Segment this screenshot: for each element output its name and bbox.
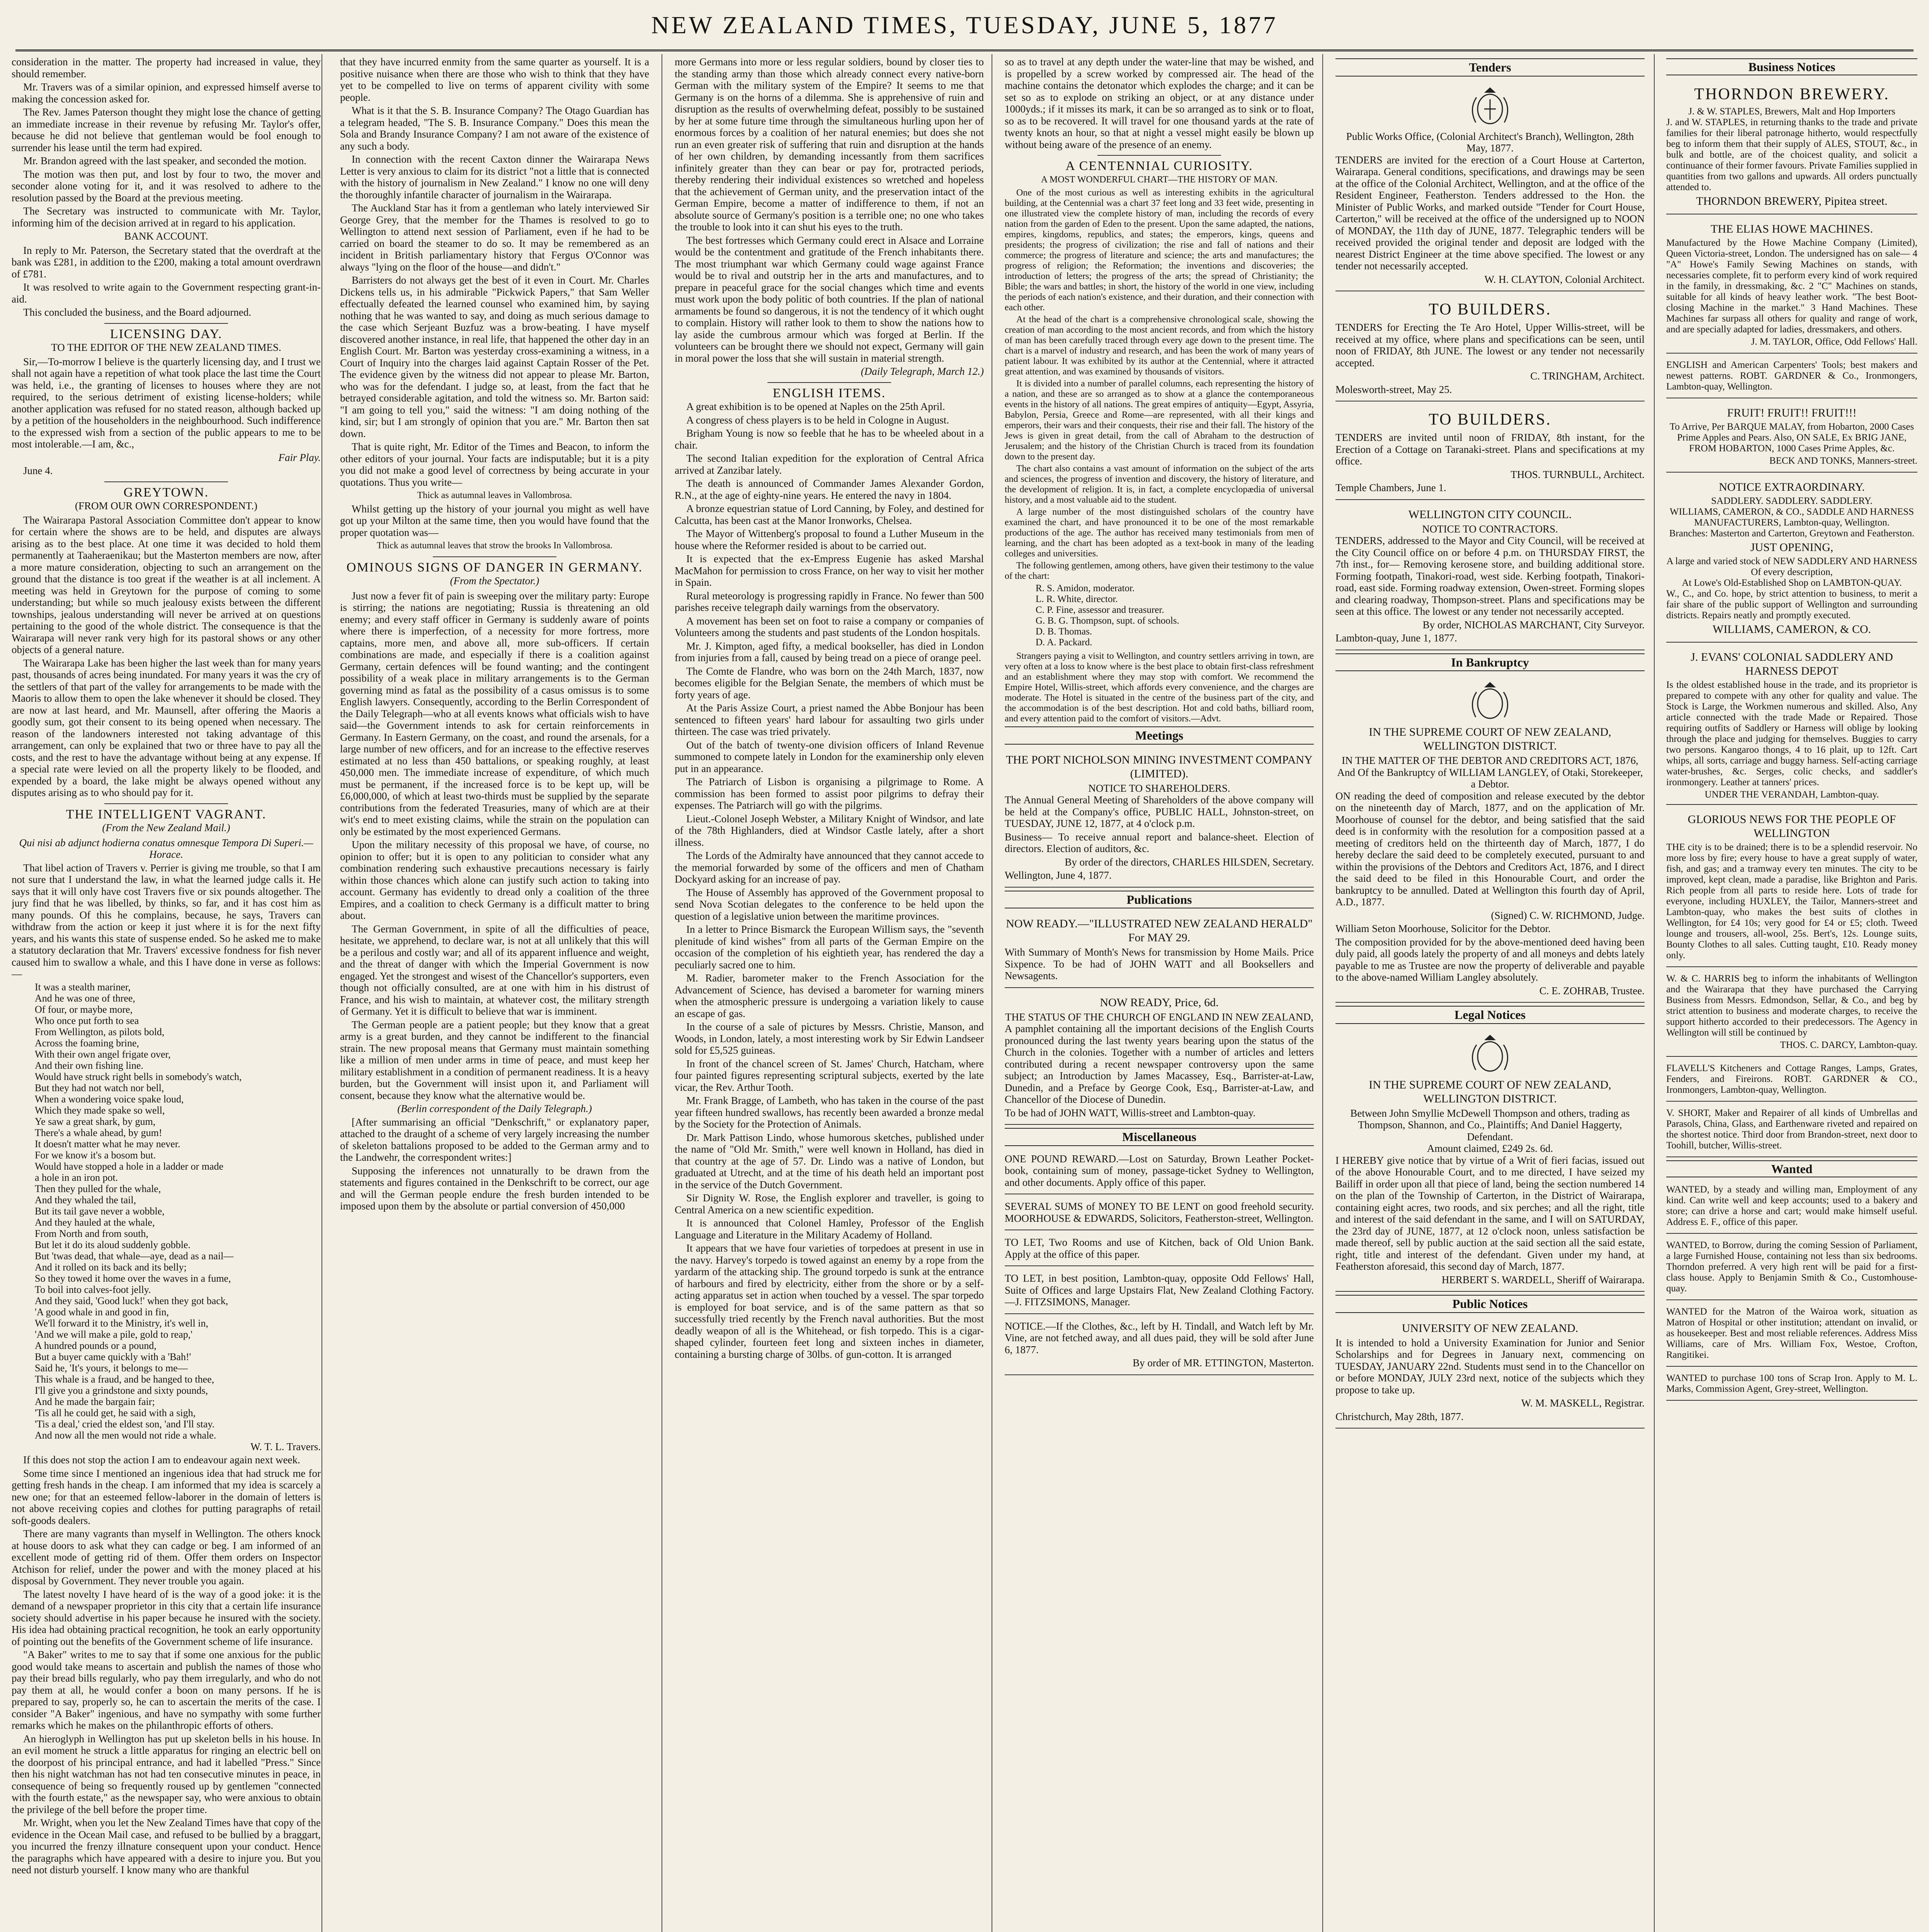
news-item: Sir Dignity W. Rose, the English explorer and traveller, is going to Central America on a new scientific expedition. xyxy=(675,1192,984,1216)
verse-line: But a buyer came quickly with a 'Bah!' xyxy=(35,1351,191,1362)
ad-body: Is the oldest established house in the trade, and its proprietor is prepared to compete with any other for quality and value. The Stock is Large, the Workmen numerous and skilled. Also, Any article connected with the trade Made or Repaired. Those requiring outfits of Saddlery or Harness will oblige by looking through the place and judging for themselves. Buggies to carry two persons. Kangaroo thongs, 4 to 16 plait, up to 12ft. Cart whips, all sorts, carriage and buggy harness. Self-acting carriage water-brushes, &c. Serges, colic checks, and saddler's ironmongery. Leather at tanners' prices. xyxy=(1666,680,1917,787)
article-paragraph: The best fortresses which Germany could erect in Alsace and Lorraine would be the contentment and gratitude of the French inhabitants there. The most triumphant war which Germany could wage against France would be to rival and outstrip her in the arts and manufactures, and to prepare in peaceful grace for the social changes which time and events must work upon the body politic of both countries. If the plan of national armaments be found so dangerous, it is not the tendency of it which ought to complain. History will rather look to them to show the nations how to lay aside the cumbrous armour which was forged at Berlin. If the volunteers can be brought there we should not expect, Germany will gain in moral power the loss that she will sustain in material strength. xyxy=(675,234,984,364)
news-item: Mr. J. Kimpton, aged fifty, a medical bookseller, has died in London from injuries from a fall, caused by being tread on a piece of orange peel. xyxy=(675,640,984,663)
notice-address: Molesworth-street, May 25. xyxy=(1335,383,1452,395)
notice-signature: By order, NICHOLAS MARCHANT, City Surveyor. xyxy=(1422,619,1645,631)
article-paragraph: "A Baker" writes to me to say that if some one anxious for the public good would take means to ascertain and publish the names of those who pay their bread bills regularly, who pay them irregularly, and who do not pay them at all, he would confer a boon on many persons. If he is prepared to say, properly so, he can to ascertain the merits of the case. I consider "A Baker" ingenious, and have no sympathy with some further remarks which he makes on the philanthropic efforts of others. xyxy=(12,1649,321,1731)
classified-ad xyxy=(1005,1233,1314,1266)
notice-body: It is intended to hold a University Examination for Junior and Senior Scholarships and for Degrees in January next, commencing on TUESDAY, JANUARY 22nd. Students must send in to the Chancellor on or before MONDAY, JULY 23rd next, notice of the subjects which they propose to take up. xyxy=(1335,1337,1645,1396)
verse-line: To boil into calves-foot jelly. xyxy=(35,1284,151,1295)
news-item: At the Paris Assize Court, a priest named the Abbe Bonjour has been sentenced to fifteen years' hard labour for assaulting two girls under thirteen. The case was tried privately. xyxy=(675,702,984,737)
signatory-name: C. P. Fine, assessor and treasurer. xyxy=(1036,605,1164,615)
tender-notice xyxy=(1335,80,1645,292)
notice-signature: (Signed) C. W. RICHMOND, Judge. xyxy=(1491,909,1645,921)
news-item: The Lords of the Admiralty have announced that they cannot accede to the memorial forwarded by some of the officers and men of Chatham Dockyard asking for an increase of pay. xyxy=(675,850,984,885)
signatory-name: R. S. Amidon, moderator. xyxy=(1036,583,1135,594)
ad-title: NOTICE EXTRAORDINARY. xyxy=(1719,481,1865,493)
verse-line: And now all the men would not ride a whale. xyxy=(35,1429,216,1441)
verse-line: 'A good whale in and good in fin, xyxy=(35,1306,169,1318)
notice-signature: By order of the directors, CHARLES HILSDEN, Secretary. xyxy=(1065,856,1314,868)
verse-line: This whale is a fraud, and be hanged to thee, xyxy=(35,1373,214,1385)
verse-line: And it rolled on its back and its belly; xyxy=(35,1261,187,1273)
section-header-bankruptcy: In Bankruptcy xyxy=(1335,653,1645,672)
notice-title: IN THE SUPREME COURT OF NEW ZEALAND, WELLINGTON DISTRICT. xyxy=(1369,1078,1611,1105)
section-header-tenders: Tenders xyxy=(1335,58,1645,77)
notice-body: TENDERS for Erecting the Te Aro Hotel, Upper Willis-street, will be received at my office, where plans and specifications can be seen, until noon of FRIDAY, 8th JUNE. The lowest or any tender not necessarily accepted. xyxy=(1335,321,1645,369)
separator xyxy=(767,382,891,383)
article-subheading: (FROM OUR OWN CORRESPONDENT.) xyxy=(75,500,258,512)
masthead-rule xyxy=(15,49,1914,51)
classified-ad xyxy=(1005,1269,1314,1314)
separator xyxy=(104,481,228,482)
notice-signature: W. M. MASKELL, Registrar. xyxy=(1521,1397,1645,1409)
notice-body: ON reading the deed of composition and release executed by the debtor on the nineteenth day of March, 1877, and on the application of Mr. Moorhouse of counsel for the debtor, and being satisfied that the said deed is in conformity with the resolution for a composition passed at a meeting of creditors held on the thirteenth day of March, 1877, I do hereby declare the said deed to be completely executed, pursuant to and within the provisions of the Debtors and Creditors Act, 1876, and I direct the said deed to be filed in this Honourable Court, and order the bankruptcy to be annulled. Dated at Wellington this fourth day of April, A.D., 1877. xyxy=(1335,790,1645,908)
article-paragraph: The German Government, in spite of all the difficulties of peace, hesitate, we apprehend, to declare war, is not at all unlikely that this will be a perilous and costly war; and all of its apparent influence and weight, and the threat of danger with which the Imperial Government is now engaged. Yet the strongest and wisest of the Chancellor's supporters, even though not officially consulted, are at one with him in his distrust of France, and his wish to maintain, at whatever cost, the military strength of Germany. Yet it is difficult to believe that war is imminent. xyxy=(340,923,649,1017)
ad-subtitle: SADDLERY. SADDLERY. SADDLERY. xyxy=(1711,496,1873,506)
wanted-ad xyxy=(1666,1370,1917,1401)
advertorial: Strangers paying a visit to Wellington, and country settlers arriving in town, are very often at a loss to know where is the best place to obtain first-class refreshment and an establishment where they may stop with comfort. We recommend the Empire Hotel, Willis-street, which affords every convenience, and the charges are moderate. The Hotel is situated in the centre of the business part of the city, and the accommodation is of the best description. Hot and cold baths, billiard room, and every attention paid to the comfort of visitors.—Advt. xyxy=(1005,651,1314,724)
verse-line: And they said, 'Good luck!' when they got back, xyxy=(35,1295,228,1306)
ad-signature: THOS. C. DARCY, Lambton-quay. xyxy=(1780,1040,1917,1050)
separator xyxy=(104,323,228,324)
notice-title: IN THE SUPREME COURT OF NEW ZEALAND, WELLINGTON DISTRICT. xyxy=(1369,726,1611,752)
news-item: Mr. Frank Bragge, of Lambeth, who has taken in the course of the past year fifteen hundred swallows, has recently been awarded a bronze medal by the Society for the Protection of Animals. xyxy=(675,1095,984,1130)
signature: Fair Play. xyxy=(278,451,321,463)
verse-line: 'Tis a deal,' cried the eldest son, 'and I'll stay. xyxy=(35,1418,215,1430)
article-paragraph: Some time since I mentioned an ingenious idea that had struck me for getting fresh hands in the cheap. I am informed that my idea is scarcely a new one; for that an esteemed fellow-laborer in the domain of letters is not above receiving copies and clothes for putting paragraphs of retail soft-goods dealers. xyxy=(12,1467,321,1526)
news-item: In front of the chancel screen of St. James' Church, Hatcham, where four painted figures representing scriptural subjects, exerted by the late vicar, the Rev. Arthur Tooth. xyxy=(675,1058,984,1093)
subheading: BANK ACCOUNT. xyxy=(124,230,208,242)
article-heading: THE INTELLIGENT VAGRANT. xyxy=(66,807,267,821)
ad-subtitle: J. & W. STAPLES, Brewers, Malt and Hop Importers xyxy=(1688,106,1895,117)
news-item: Brigham Young is now so feeble that he has to be wheeled about in a chair. xyxy=(675,427,984,451)
ad-signature: BECK AND TONKS, Manners-street. xyxy=(1769,456,1917,466)
notice-title: TO BUILDERS. xyxy=(1429,301,1551,318)
verse-line: Would have stopped a hole in a ladder or made xyxy=(35,1160,224,1172)
verse-line: 'And we will make a pile, gold to reap,' xyxy=(35,1328,192,1340)
column-1 xyxy=(12,56,321,1932)
wanted-ad xyxy=(1666,1181,1917,1234)
notice-subtitle: NOTICE TO CONTRACTORS. xyxy=(1422,523,1558,535)
royal-crest-icon xyxy=(1461,1033,1519,1076)
notice-subtitle: NOTICE TO SHAREHOLDERS. xyxy=(1088,782,1230,794)
verse-line: Of four, or maybe more, xyxy=(35,1003,133,1015)
news-item: It appears that we have four varieties of torpedoes at present in use in the navy. Harvey's torpedo is towed against an enemy by a rope from the yardarm of the attacking ship. The ground torpedo is sunk at the entrance of harbours and fired by electricity, either from the shore or by a self-acting apparatus set in action when touched by a vessel. The spar torpedo is employed for boat service, and is of the same pattern as that so successfully tried recently by the French naval authorities. But the most deadly weapon of all is the Whitehead, or fish torpedo. This is a cigar-shaped cylinder, fourteen feet long and sixteen inches in diameter, containing a bursting charge of 30lbs. of gun-cotton. It is arranged xyxy=(675,1242,984,1360)
article-paragraph: Mr. Brandon agreed with the last speaker, and seconded the motion. xyxy=(23,155,306,167)
poem xyxy=(12,981,321,1441)
ad-body: WANTED, to Borrow, during the coming Session of Parliament, a large Furnished House, containing not less than six bedrooms. Thorndon preferred. A very high rent will be paid for a first-class house. Apply to Benjamin Smith & Co., Customhouse-quay. xyxy=(1666,1240,1917,1294)
column-2 xyxy=(340,56,649,1932)
ad-body: NOTICE.—If the Clothes, &c., left by H. Tindall, and Watch left by Mr. Vine, are not fetched away, and all dues paid, they will be sold after June 6, 1877. xyxy=(1005,1320,1314,1355)
article-paragraph: The Auckland Star has it from a gentleman who lately interviewed Sir George Grey, that the member for the Thames is resolved to go to Wellington to attend next session of Parliament, even if he had to be carried on board the steamer to do so. It may be remembered as an incident in British parliamentary history that Fergus O'Connor was always "lying on the floor of the house—and didn't." xyxy=(340,202,649,273)
notice-office: Public Works Office, (Colonial Architect's Branch), Wellington, 28th May, 1877. xyxy=(1346,130,1634,154)
ad-stock: A large and varied stock of NEW SADDLERY AND HARNESS Of every description, xyxy=(1666,556,1917,577)
article-paragraph: There are many vagrants than myself in Wellington. The others knock at house doors to ask what they can cadge or beg. I am informed of an excellent mode of getting rid of them. Offer them orders on Inspector Atchison for relief, under the power and with the money placed at his disposal by Government. They never trouble you again. xyxy=(12,1528,321,1587)
ad-body: SEVERAL SUMS of MONEY TO BE LENT on good freehold security. MOORHOUSE & EDWARDS, Solicitors, Featherston-street, Wellington. xyxy=(1005,1201,1314,1224)
article-paragraph: The Wairarapa Lake has been higher the last week than for many years past, thousands of acres being inundated. For many years it was the cry of the settlers of that part of the valley for arrangements to be made with the Maoris to allow them to open the lake whenever it should be closed. They are now at last heard, and Mr. Maunsell, after offering the Maoris a goodly sum, got their consent to its being opened when necessary. The reason of the landowners interested not taking advantage of this arrangement, can only be explained that two or three have to pay all the costs, and the rest to have the advantage without being at any expense. If a special rate were levied on all the property likely to be flooded, and expended by a board, the lake might be always opened without any disputes arising as to who should pay for it. xyxy=(12,657,321,798)
article-paragraph: One of the most curious as well as interesting exhibits in the agricultural building, at the Centennial was a chart 37 feet long and 33 feet wide, presenting in one illustrated view the complete history of man, including the records of every nation from the garden of Eden to the present. Upon the same adapted, the nations, empires, kingdoms, republics, and states; the emperors, kings, queens and presidents; the progress of civilization; the rise and fall of nations and their commerce; the progress of literature and science; the arts and manufactures; the progress of religion; the Reformation; the inventions and discoveries; the introduction of letters; the progress of the arts; the spread of Christianity; the Bible; the wars and battles; in short, the history of the world in one view, including the periods of each nation's existence, and their duration, and their connection with each other. xyxy=(1005,188,1314,313)
notice-title: WELLINGTON CITY COUNCIL. xyxy=(1408,508,1572,521)
notice-date: Christchurch, May 28th, 1877. xyxy=(1335,1410,1464,1422)
business-ad xyxy=(1666,970,1917,1057)
section-header-publications: Publications xyxy=(1005,891,1314,909)
notice-subtitle: Between John Smyllie McDewell Thompson and others, trading as Thompson, Shannon, and Co., Plaintiffs; And Daniel Haggerty, Defendant. xyxy=(1350,1107,1630,1143)
article-paragraph: The Rev. James Paterson thought they might lose the chance of getting an immediate increase in their revenue by refusing Mr. Taylor's offer, because he did not believe that gentleman would be fool enough to surrender his lease until the term had expired. xyxy=(12,106,321,153)
ad-signature: UNDER THE VERANDAH, Lambton-quay. xyxy=(1704,789,1879,800)
article-paragraph: If this does not stop the action I am to endeavour again next week. xyxy=(23,1454,300,1466)
verse-line: I'll give you a grindstone and sixty pounds, xyxy=(35,1384,208,1396)
notice-signature: THOS. TURNBULL, Architect. xyxy=(1511,468,1645,480)
section-header-wanted: Wanted xyxy=(1666,1160,1917,1177)
ad-body: TO LET, Two Rooms and use of Kitchen, back of Old Union Bank. Apply at the office of this paper. xyxy=(1005,1236,1314,1260)
article-paragraph: Mr. Travers was of a similar opinion, and expressed himself averse to making the concession asked for. xyxy=(12,81,321,105)
news-item: Lieut.-Colonel Joseph Webster, a Military Knight of Windsor, and late of the 78th Highlanders, died at Windsor Castle lately, after a short illness. xyxy=(675,813,984,848)
verse-line: It was a stealth mariner, xyxy=(35,981,131,993)
classified-ad xyxy=(1005,1150,1314,1195)
signatory-name: G. B. G. Thompson, supt. of schools. xyxy=(1036,616,1179,626)
classified-ad xyxy=(1005,1317,1314,1375)
publication-notice xyxy=(1005,912,1314,988)
signatory-name: D. A. Packard. xyxy=(1036,637,1092,648)
article-paragraph: The chart also contains a vast amount of information on the subject of the arts and sciences, the progress of invention and discovery, the history of literature, and the development of religion. It is, in fact, a complete encyclopædia of universal history, and a most valuable aid to the student. xyxy=(1005,464,1314,505)
royal-crest-icon xyxy=(1461,680,1519,723)
business-ad xyxy=(1666,218,1917,354)
business-ad xyxy=(1666,808,1917,967)
public-notice xyxy=(1335,1317,1645,1429)
verse-line: For we know it's a bosom but. xyxy=(35,1149,156,1161)
dateline: June 4. xyxy=(23,465,53,476)
article-paragraph: The Secretary was instructed to communicate with Mr. Taylor, informing him of the decision arrived at in regard to his application. xyxy=(12,205,321,229)
notice-body: Business— To receive annual report and balance-sheet. Election of directors. Election of auditors, &c. xyxy=(1005,831,1314,854)
news-item: The Patriarch of Lisbon is organising a pilgrimage to Rome. A commission has been formed to assist poor pilgrims to defray their expenses. The Patriarch will go with the pilgrims. xyxy=(675,776,984,811)
business-ad xyxy=(1666,1105,1917,1157)
notice-body: A pamphlet containing all the important decisions of the English Courts pronounced during the last twenty years bearing upon the status of the Church in the colonies. Together with a number of articles and letters contributed during a recent newspaper controversy upon the same subject; an Introduction by James Macassey, Esq., Barrister-at-Law, Dunedin, and a Preface by George Cook, Esq., Barrister-at-Law, and Chancellor of the Diocese of Dunedin. xyxy=(1005,1023,1314,1105)
column-rule xyxy=(1322,54,1323,1932)
business-ad xyxy=(1666,476,1917,643)
source-note: (Daily Telegraph, March 12.) xyxy=(861,366,984,377)
article-paragraph: The Wairarapa Pastoral Association Committee don't appear to know for certain where the shows are to be held, and disputes are always arising as to the best place. At one time it was decided to hold them permanently at Taaheraenikau; but the Masterton members are now, after a more mature consideration, objecting to such an arrangement on the ground that the distance is too great if the weather is at all inclement. A meeting was held in Greytown for the purpose of coming to some understanding; but while so much jealousy exists between the different townships, jealous understanding will never be arrived at on questions pertaining to the good of the whole district. The consequence is that the Wairarapa will never rank very high for its pastoral shows or any other objects of a general nature. xyxy=(12,514,321,655)
article-heading: ENGLISH ITEMS. xyxy=(772,386,886,400)
column-3 xyxy=(675,56,984,1932)
news-item: It is expected that the ex-Empress Eugenie has asked Marshal MacMahon for permission to cross France, on her way to visit her mother in Spain. xyxy=(675,553,984,588)
verse-line: From North and from south, xyxy=(35,1228,148,1239)
news-item: The death is announced of Commander James Alexander Gordon, R.N., at the age of eighty-nine years. He entered the navy in 1804. xyxy=(675,478,984,501)
section-header-meetings: Meetings xyxy=(1005,726,1314,745)
column-7 xyxy=(1666,56,1917,1932)
article-paragraph: so as to travel at any depth under the water-line that may be wished, and is propelled by a screw worked by compressed air. The head of the machine contains the detonator which explodes the charge; and it can be set so as to explode on striking an object, or at any distance under 1000yds.; if it misses its mark, it can be so arranged as to sink or to float, so as to be recovered. It will travel for one thousand yards at the rate of twenty knots an hour, so that at night a vessel might easily be blown up without being aware of the presence of an enemy. xyxy=(1005,56,1314,150)
news-item: In a letter to Prince Bismarck the European Willism says, the "seventh plenitude of kind wishes" from all parts of the German Empire on the occasion of the completion of his eightieth year, has rendered the day a peculiarly sacred one to him. xyxy=(675,923,984,971)
business-ad xyxy=(1666,646,1917,805)
verse-line: But let it do its aloud suddenly gobble. xyxy=(35,1239,191,1250)
ad-body: WANTED to purchase 100 tons of Scrap Iron. Apply to M. L. Marks, Commission Agent, Grey-street, Wellington. xyxy=(1666,1373,1917,1394)
notice-title: THE PORT NICHOLSON MINING INVESTMENT COMPANY (LIMITED). xyxy=(1006,753,1313,780)
column-rule xyxy=(1654,54,1655,1932)
notice-body: To be had of JOHN WATT, Willis-street and Lambton-quay. xyxy=(1005,1107,1256,1119)
verse-line: And they hauled at the whale, xyxy=(35,1216,155,1228)
article-heading: GREYTOWN. xyxy=(123,485,209,500)
news-item: M. Radier, barometer maker to the French Association for the Advancement of Science, has devised a barometer for warning miners when the atmospheric pressure is undergoing a variation likely to cause an escape of gas. xyxy=(675,972,984,1019)
article-paragraph: The motion was then put, and lost by four to two, the mover and seconder alone voting for it, and it was resolved to adhere to the resolution passed by the Board at the previous meeting. xyxy=(12,168,321,204)
signatory-list xyxy=(1005,583,1314,648)
verse-line: We'll forward it to the Ministry, it's well in, xyxy=(35,1317,208,1329)
verse-line: A hundred pounds or a pound, xyxy=(35,1340,156,1351)
notice-body: The Annual General Meeting of Shareholders of the above company will be held at the Company's office, PUBLIC HALL, Johnston-street, on TUESDAY, JUNE 12, 1877, at 4 o'clock p.m. xyxy=(1005,794,1314,829)
legal-notice xyxy=(1335,1028,1645,1292)
bankruptcy-notice xyxy=(1335,675,1645,1003)
verse-line: It doesn't matter what he may never. xyxy=(35,1138,180,1150)
notice-title: NOW READY.—"ILLUSTRATED NEW ZEALAND HERALD" For MAY 29. xyxy=(1006,917,1313,944)
section-header-business: Business Notices xyxy=(1666,58,1917,75)
wanted-ad xyxy=(1666,1237,1917,1300)
tender-notice xyxy=(1335,503,1645,650)
verse-line: But they had not watch nor bell, xyxy=(35,1082,164,1094)
ad-body: THE city is to be drained; there is to be a splendid reservoir. No more loss by fire; every house to have a great supply of water, fish, and gas; and a tramway every ten minutes. The city to be improved, kept clean, made a paradise, like Brighton and Paris. Rich people from all parts to reside here. Lots of trade for everyone, including HUXLEY, the Tailor, Manners-street and Lambton-quay, who makes the best suits of clothes in Wellington, for £4 10s; very good for £4 or £5; cloth. Tweed lounge and trousers, all-wool, 25s. Bert's, 12s. Lounge suits, Bounty Clothes to all sales. Cutting taught, £10. Ready money only. xyxy=(1666,842,1917,961)
news-item: The Comte de Flandre, who was born on the 24th March, 1837, now becomes eligible for the Belgian Senate, the members of which must be forty years of age. xyxy=(675,665,984,701)
quotation: Thick as autumnal leaves in Vallombrosa. xyxy=(417,490,572,500)
article-paragraph: Sir,—To-morrow I believe is the quarterly licensing day, and I trust we shall not again have a repetition of what took place the last time the Court was held, i.e., the granting of licenses to houses where they are not required, to the serious detriment of existing license-holders; while another application was refused for no stated reason, although backed up by a petition of the householders in the neighbourhood. Such indifference to the expressed wish from a section of the public appears to me to be most intolerable.—I am, &c., xyxy=(12,355,321,450)
notice-body: TENDERS, addressed to the Mayor and City Council, will be received at the City Council office on or before 4 p.m. on THURSDAY FIRST, the 7th inst., for— Removing kerosene store, and building additional store. Forming footpath, Tinakori-road, west side. Kerbing footpath, Tinakori-road, east side. Forming roadway extension, Owen-street. Forming slopes and clearing roadway, Thompson-street. Plans and specifications may be seen at this office. The lowest or any tender not necessarily accepted. xyxy=(1335,535,1645,617)
notice-body: TENDERS are invited for the erection of a Court House at Carterton, Wairarapa. General conditions, specifications, and drawings may be seen at the office of the Colonial Architect, Wellington, and at the office of the Resident Engineer, Featherston. Tenders addressed to the Hon. the Minister of Public Works, and marked outside "Tender for Court House, Carterton," will be received at the office of the undersigned up to NOON of MONDAY, the 11th day of JUNE, 1877. Telegraphic tenders will be received provided the original tender and deposit are lodged with the nearest District Engineer at the time above specified. The lowest or any tender not necessarily accepted. xyxy=(1335,154,1645,272)
notice-signature: C. TRINGHAM, Architect. xyxy=(1530,370,1645,382)
royal-crest-icon xyxy=(1461,86,1519,128)
quotation: Thick as autumnal leaves that strow the brooks In Vallombrosa. xyxy=(376,541,613,551)
ad-heading: JUST OPENING, xyxy=(1750,541,1834,554)
article-paragraph: A large number of the most distinguished scholars of the country have examined the chart, and have pronounced it to be one of the most remarkable productions of the age. The author has received many testimonials from men of learning, and the chart has been adopted as a text-book in many of the leading colleges and universities. xyxy=(1005,507,1314,559)
news-item: The Mayor of Wittenberg's proposal to found a Luther Museum in the house where the Reformer resided is about to be carried out. xyxy=(675,528,984,551)
verse-line: And he made the bargain fair; xyxy=(35,1396,155,1407)
verse-line: a hole in an iron pot. xyxy=(35,1172,118,1183)
article-paragraph: [After summarising an official "Denkschrift," or explanatory paper, attached to the draught of a scheme of very largely increasing the number of skeleton battalions proposed to be added to the German army and to the Landwehr, the correspondent writes:] xyxy=(340,1116,649,1163)
news-item: A bronze equestrian statue of Lord Canning, by Foley, and destined for Calcutta, has been cast at the Manor Ironworks, Chelsea. xyxy=(675,503,984,526)
verse-line: 'Tis all he could get, he said with a sigh, xyxy=(35,1407,196,1418)
verse-line: There's a whale ahead, by gum! xyxy=(35,1127,162,1138)
verse-line: Who once put forth to sea xyxy=(35,1015,139,1026)
classified-ad xyxy=(1005,1197,1314,1230)
masthead-title: NEW ZEALAND TIMES, TUESDAY, JUNE 5, 1877 xyxy=(651,11,1278,39)
news-item: Out of the batch of twenty-one division officers of Inland Revenue summoned to compete lately in London for the examinership only eleven put in an appearance. xyxy=(675,739,984,774)
article-paragraph: An hieroglyph in Wellington has put up skeleton bells in his house. In an evil moment he struck a little apparatus for ringing an electric bell on the doorpost of his principal entrance, and had it labelled "Press." Since then his night watchman has not had ten consecutive minutes in peace, in consequence of being so frequently roused up by gentlemen "connected with the fourth estate," as the newspaper say, who were anxious to obtain the privilege of the bell before the proper time. xyxy=(12,1733,321,1815)
ad-title: THORNDON BREWERY. xyxy=(1694,85,1890,103)
notice-signature: C. E. ZOHRAB, Trustee. xyxy=(1539,985,1645,997)
news-item: In the course of a sale of pictures by Messrs. Christie, Manson, and Woods, in London, lately, a most interesting work by Sir Edwin Landseer sold for £5,525 guineas. xyxy=(675,1021,984,1056)
ad-signature: J. M. TAYLOR, Office, Odd Fellows' Hall. xyxy=(1751,337,1917,347)
notice-body: With Summary of Month's News for transmission by Home Mails. Price Sixpence. To be had of JOHN WATT and all Booksellers and Newsagents. xyxy=(1005,946,1314,981)
notice-amount: Amount claimed, £249 2s. 6d. xyxy=(1427,1143,1553,1154)
news-item: A congress of chess players is to be held in Cologne in August. xyxy=(686,414,949,426)
tender-notice xyxy=(1335,294,1645,401)
section-header-public-notices: Public Notices xyxy=(1335,1295,1645,1313)
article-paragraph: This concluded the business, and the Board adjourned. xyxy=(23,306,252,318)
article-paragraph: Mr. Wright, when you let the New Zealand Times have that copy of the evidence in the Ocean Mail case, and refused to be bullied by a braggart, you incurred the frenzy illnature consequent upon your conduct. Hence the paragraphs which have appeared with a desire to injure you. But you need not disturb yourself. I know many who are thankful xyxy=(12,1817,321,1876)
news-item: Dr. Mark Pattison Lindo, whose humorous sketches, published under the name of "Old Mr. Smith," were well known in Holland, has died in that country at the age of 57. Dr. Lindo was a native of London, but graduated at Utrecht, and at the time of his death held an important post in the service of the Dutch Government. xyxy=(675,1131,984,1190)
meeting-notice xyxy=(1005,748,1314,888)
verse-line: So they towed it home over the waves in a fume, xyxy=(35,1272,231,1284)
business-ad xyxy=(1666,79,1917,214)
verse-line: Would have struck right bells in somebody's watch, xyxy=(35,1071,242,1082)
notice-address: Temple Chambers, June 1. xyxy=(1335,482,1446,493)
separator xyxy=(433,556,556,557)
article-heading: OMINOUS SIGNS OF DANGER IN GERMANY. xyxy=(346,560,643,575)
notice-title: UNIVERSITY OF NEW ZEALAND. xyxy=(1402,1321,1579,1335)
section-header-miscellaneous: Miscellaneous xyxy=(1005,1128,1314,1146)
news-item: Rural meteorology is progressing rapidly in France. No fewer than 500 parishes receive telegraph daily warnings from the observatory. xyxy=(675,590,984,613)
article-paragraph: The following gentlemen, among others, have given their testimony to the value of the chart: xyxy=(1005,561,1314,581)
ad-signature: WILLIAMS, CAMERON, & CO. xyxy=(1713,623,1871,636)
ad-body: Manufactured by the Howe Machine Company (Limited), Queen Victoria-street, London. The undersigned has on sale— 4 "A" Howe's Family Sewing Machines on stands, with necessaries complete, fit to perform every kind of work required in the family, in dressmaking, &c. 2 "C" Machines on stands, suitable for all kinds of heavy leather work. "The best Boot-closing Machine in the market." 3 Hand Machines. These Machines far surpass all others for quality and range of work, and are specially adapted for ladies, dressmakers, and others. xyxy=(1666,238,1917,335)
article-heading: LICENSING DAY. xyxy=(110,327,223,341)
article-paragraph: In reply to Mr. Paterson, the Secretary stated that the overdraft at the bank was £281, in addition to the £200, making a total amount overdrawn of £781. xyxy=(12,244,321,280)
news-item: It is announced that Colonel Hamley, Professor of the English Language and Literature in the Military Academy of Holland. xyxy=(675,1217,984,1241)
epigraph: Qui nisi ab adjunct hodierna conatus omnesque Tempora Di Superi.—Horace. xyxy=(19,837,313,860)
verse-line: Said he, 'It's yours, it belongs to me— xyxy=(35,1362,188,1374)
ad-body: J. and W. STAPLES, in returning thanks to the trade and private families for their liberal patronage hitherto, would respectfully beg to inform them that their supply of ALES, STOUT, &c., in bulk and bottle, are of the choicest quality, and solicit a continuance of their former favours. Private Families supplied in quantities from two gallons and upwards. All orders punctually attended to. xyxy=(1666,117,1917,192)
article-paragraph: more Germans into more or less regular soldiers, bound by closer ties to the standing army than those which already connect every native-born German with the military system of the Empire? It seems to me that Germany is on the horns of a dilemma. She is apprehensive of ruin and disruption as the results of overwhelming defeat, possibly to be sustained by her at some future time through the simultaneous hurling upon her of enormous forces by a coalition of her natural enemies; but does she not run an even greater risk of suffering that ruin and disruption at the hands of her own children, by demanding incessantly from them sacrifices infinitely greater than they can bear or pay for, protracted periods, thereby rendering their individual existences so wretched and hopeless that the achievement of German unity, and the preservation intact of the German Empire, become a matter of indifference to them, if not an absolute source of Germany's position is a terrible one; no one who takes the trouble to look into it can shut his eyes to the truth. xyxy=(675,56,984,233)
ad-body: W. & C. HARRIS beg to inform the inhabitants of Wellington and the Wairarapa that they have purchased the Carrying Business from Messrs. Edmondson, Sellar, & Co., and beg by strict attention to business and moderate charges, to receive the support hitherto accorded to their predecessors. The Agency in Wellington will still be continued by xyxy=(1666,973,1917,1038)
notice-solicitor: William Seton Moorhouse, Solicitor for the Debtor. xyxy=(1335,923,1551,934)
article-paragraph: The German people are a patient people; but they know that a great army is a great burden, and they cannot be indifferent to the financial strain. The new proposal means that Germany must maintain something like a million of men under arms in time of peace, and must keep her military establishment in a condition of permanent readiness. It is a heavy burden, but the Government will insist upon it, and Parliament will consent, because they know what the alternative would be. xyxy=(340,1019,649,1101)
signatory-name: D. B. Thomas. xyxy=(1036,626,1092,637)
notice-body: I HEREBY give notice that by virtue of a Writ of fieri facias, issued out of the above Honourable Court, and to me directed, I have seized my Bailiff in order upon all that piece of land, being the section numbered 14 on the plan of the Township of Carterton, in the District of Wairarapa, containing eight acres, two roods, and six perches; and all the right, title and interest of the said defendant in the same, and I will on SATURDAY, the 23rd day of JUNE, 1877, at 12 o'clock noon, unless satisfaction be made thereof, sell by public auction at the said section all the said estate, right, title and interest of the defendant. Given under my hand, at Featherston aforesaid, this second day of March, 1877. xyxy=(1335,1154,1645,1272)
wanted-ad xyxy=(1666,1303,1917,1367)
separator xyxy=(104,803,228,804)
ad-title: J. EVANS' COLONIAL SADDLERY AND HARNESS DEPOT xyxy=(1691,651,1893,677)
tender-notice xyxy=(1335,405,1645,500)
article-paragraph: What is it that the S. B. Insurance Company? The Otago Guardian has a telegram headed, "The S. B. Insurance Company." Does this mean the Sola and Brandy Insurance Company? I am not aware of the existence of any such a body. xyxy=(340,105,649,152)
business-ad xyxy=(1666,1060,1917,1102)
verse-line: Which they made spake so well, xyxy=(35,1104,165,1116)
ad-footer: THORNDON BREWERY, Pipitea street. xyxy=(1696,195,1888,207)
ad-body: W., C., and Co. hope, by strict attention to business, to merit a fair share of the public support of Wellington and surrounding districts. Repairs neatly and promptly executed. xyxy=(1666,588,1917,621)
ad-body: WANTED, by a steady and willing man, Employment of any kind. Can write well and keep accounts; used to a bakery and store; can drive a horse and cart; would make himself useful. Address E. F., office of this paper. xyxy=(1666,1184,1917,1227)
source-note: (Berlin correspondent of the Daily Telegraph.) xyxy=(397,1103,592,1114)
verse-line: And their own fishing line. xyxy=(35,1060,143,1071)
notice-signature: W. H. CLAYTON, Colonial Architect. xyxy=(1484,273,1645,285)
article-subheading: TO THE EDITOR OF THE NEW ZEALAND TIMES. xyxy=(51,342,281,353)
news-item: The House of Assembly has approved of the Government proposal to send Nova Scotian delegates to the conference to be held upon the question of a legislative union between the maritime provinces. xyxy=(675,886,984,922)
ad-location: At Lowe's Old-Established Shop on LAMBTON-QUAY. xyxy=(1682,578,1902,588)
notice-subtitle: IN THE MATTER OF THE DEBTOR AND CREDITORS ACT, 1876, And Of the Bankruptcy of WILLIAM LANGLEY, of Otaki, Storekeeper, a Debtor. xyxy=(1337,755,1643,790)
ad-body: V. SHORT, Maker and Repairer of all kinds of Umbrellas and Parasols, China, Glass, and Earthenware riveted and repaired on the shortest notice. Third door from Brandon-street, next door to Toohill, butcher, Willis-street. xyxy=(1666,1108,1917,1151)
ad-title: THE ELIAS HOWE MACHINES. xyxy=(1711,223,1873,235)
article-paragraph: that they have incurred enmity from the same quarter as yourself. It is a positive nuisance when there are those who wish to think that they have yet to be compelled to live on terms of apparent civility with some people. xyxy=(340,56,649,103)
article-paragraph: consideration in the matter. The property had increased in value, they should remember. xyxy=(12,56,321,80)
notice-date: Wellington, June 4, 1877. xyxy=(1005,869,1112,881)
verse-line: Ye saw a great shark, by gum, xyxy=(35,1116,156,1127)
verse-line: With their own angel frigate over, xyxy=(35,1048,171,1060)
article-paragraph: That is quite right, Mr. Editor of the Times and Beacon, to inform the other editors of your journal. Your facts are indisputable; but it is a pity you did not make a good level of correctness by being accurate in your quotations. Thus you write— xyxy=(340,441,649,488)
ad-branches: Branches: Masterton and Carterton, Greytown and Featherston. xyxy=(1669,528,1915,539)
article-subheading: A MOST WONDERFUL CHART—THE HISTORY OF MAN. xyxy=(1041,174,1278,185)
ad-signature: By order of MR. ETTINGTON, Masterton. xyxy=(1133,1357,1314,1369)
article-paragraph: The latest novelty I have heard of is the way of a good joke: it is the demand of a newspaper proprietor in this city that a certain life insurance society should advertise in his paper because he insured with the society. His idea had obtaining practical recognition, he took an early opportunity of pointing out the benefits of the Government scheme of life insurance. xyxy=(12,1588,321,1647)
article-paragraph: At the head of the chart is a comprehensive chronological scale, showing the creation of man according to the most ancient records, and from which the history of man has been carefully traced through every age down to the present time. The chart is a marvel of industry and research, and has been the work of many years of patient labour. It was exhibited by its author at the Centennial, where it attracted great attention, and was examined by thousands of visitors. xyxy=(1005,315,1314,377)
ad-body: FLAVELL'S Kitcheners and Cottage Ranges, Lamps, Grates, Fenders, and Fireirons. ROBT. GARDNER & CO., Ironmongers, Lambton-quay, Wellington. xyxy=(1666,1063,1917,1095)
article-heading: A CENTENNIAL CURIOSITY. xyxy=(1065,159,1253,173)
article-subheading: (From the New Zealand Mail.) xyxy=(102,822,230,833)
article-paragraph: Barristers do not always get the best of it even in Court. Mr. Charles Dickens tells us, in his admirable "Pickwick Papers," that Sam Weller effectually defeated the learned counsel who examined him, by saying nothing that he was wanted to say, and doing as much serious damage to the case which Serjeant Buzfuz was a brow-beating. I have myself discovered another instance, in real life, that happened the other day in an English Court. Mr. Barton was yesterday cross-examining a witness, in a Court of Inquiry into the charges laid against Captain Rosser of the Pet. The evidence given by the witness did not appear to please Mr. Barton, who was for the defendant. I judge so, at least, from the fact that he betrayed considerable agitation, and told the witness so. Mr. Barton said: "I am going to tell you," said the witness: "I am doing nothing of the kind, sir; but I am strongly of opinion that you are." Mr. Barton then sat down. xyxy=(340,274,649,439)
verse-line: Then they pulled for the whale, xyxy=(35,1183,161,1194)
verse-line: And they whaled the tail, xyxy=(35,1194,136,1206)
verse-line: When a wondering voice spake loud, xyxy=(35,1093,184,1105)
signatory-name: L. R. White, director. xyxy=(1036,594,1118,604)
ad-body: To Arrive, Per BARQUE MALAY, from Hobarton, 2000 Cases Prime Apples and Pears. Also, ON SALE, Ex BRIG JANE, FROM HOBARTON, 1000 Cases Prime Apples, &c. xyxy=(1669,422,1914,454)
verse-line: Across the foaming brine, xyxy=(35,1037,139,1049)
separator xyxy=(1097,155,1221,156)
verse-line: But 'twas dead, that whale—aye, dead as a nail— xyxy=(35,1250,234,1262)
article-paragraph: It is divided into a number of parallel columns, each representing the history of a nation, and these are so arranged as to show at a glance the contemporaneous events in the history of all nations. The great empires of antiquity—Egypt, Assyria, Babylon, Persia, Greece and Rome—are represented, with all their kings and emperors, their wars and their conquests, their rise and their fall. The history of the Jews is given in great detail, from the call of Abraham to the destruction of Jerusalem; and the history of the Christian Church is traced from its foundation down to the present day. xyxy=(1005,379,1314,462)
news-item: A movement has been set on foot to raise a company or companies of Volunteers among the students and past students of the London hospitals. xyxy=(675,615,984,638)
ad-title: GLORIOUS NEWS FOR THE PEOPLE OF WELLINGTON xyxy=(1687,813,1896,840)
article-paragraph: Just now a fever fit of pain is sweeping over the military party: Europe is stirring; the nations are negotiating; Russia is threatening an old enemy; and every staff officer in Germany is suddenly aware of points where there is imperfection, of a necessity for more fortress, more captains, more men, and above all, more sub-officers. If certain combinations are made, and especially if there is a coalition against Germany, certain defences will be found wanting; and the contingent possibility of a weak place in military arrangements is to the German governing mind as fatal as the possibility of a casus omissus is to some English lawyers. Consequently, according to the Berlin Correspondent of the Daily Telegraph—who at all events knows what officials wish to have said—the Government intends to ask for certain reinforcements in Germany. In Eastern Germany, on the coast, and round the arsenals, for a large number of new officers, and for an increase to the effective reserves estimated at no less than 450 battalions, or speaking roughly, at least 450,000 men. The immediate increase of expenditure, of which much must be permanent, if the increased force is to be kept up, will be £6,000,000, of which at least two-thirds must be supplied by the separate contributions from the federated Treasuries, many of which are at their wit's end to meet existing claims, while the strain on the population can only be estimated by the most experienced Germans. xyxy=(340,590,649,837)
news-item: The second Italian expedition for the exploration of Central Africa arrived at Zanzibar lately. xyxy=(675,452,984,476)
notice-title: TO BUILDERS. xyxy=(1429,411,1551,429)
article-paragraph: It was resolved to write again to the Government respecting grant-in-aid. xyxy=(12,281,321,305)
news-item: A great exhibition is to be opened at Naples on the 25th April. xyxy=(686,401,945,412)
business-ad xyxy=(1666,357,1917,398)
article-subheading: (From the Spectator.) xyxy=(450,575,539,587)
verse-line: But its tail gave never a wobble, xyxy=(35,1205,165,1217)
notice-body: The composition provided for by the above-mentioned deed having been duly paid, all goods lately the property of and all moneys and debts lately payable to me as Trustee are now the property of deliverable and payable to the above-named William Langley absolutely. xyxy=(1335,936,1645,983)
ad-body: WANTED for the Matron of the Wairoa work, situation as Matron of Hospital or other institution; attendant on invalid, or as housekeeper. Best and most reliable references. Address Miss Williams, care of Mrs. William Fox, Westoe, Crofton, Rangitikei. xyxy=(1666,1306,1917,1360)
notice-signature: HERBERT S. WARDELL, Sheriff of Wairarapa. xyxy=(1441,1274,1645,1286)
notice-title: NOW READY, Price, 6d. xyxy=(1100,996,1219,1009)
article-paragraph: Whilst getting up the history of your journal you might as well have got up your Milton at the same time, then you would have found that the proper quotation was— xyxy=(340,503,649,538)
verse-line: From Wellington, as pilots bold, xyxy=(35,1026,165,1037)
business-ad xyxy=(1666,401,1917,473)
article-paragraph: Supposing the inferences not unnaturally to be drawn from the statements and figures contained in the Denkschrift to be correct, our age and will the German people endure the fresh burden intended to be imposed upon them by the absolute or partial conversion of 450,000 xyxy=(340,1165,649,1212)
notice-body: TENDERS are invited until noon of FRIDAY, 8th instant, for the Erection of a Cottage on Taranaki-street. Plans and specifications at my office. xyxy=(1335,432,1645,467)
column-4 xyxy=(1005,56,1314,1932)
section-header-legal: Legal Notices xyxy=(1335,1006,1645,1024)
signature: W. T. L. Travers. xyxy=(250,1440,321,1452)
article-paragraph: Upon the military necessity of this proposal we have, of course, no opinion to offer; but it is open to any politician to consider what any combination rendering such exhaustive precautions necessary is fairly within those chances which alone can justify such action to taking into account. Germany has evidently to dread only a coalition of the three Empires, and a coalition to check Germany is a difficult matter to bring about. xyxy=(340,839,649,921)
article-paragraph: That libel action of Travers v. Perrier is giving me trouble, so that I am not sure that I understand the law, in what the learned judge calls it. He says that it will only have cost Travers five or six pounds altogether. The jury find that he was libelled, by thinks, so far, and it has cost him as many pounds. Of this he complains, because, he says, Travers can withdraw from the action or keep it just where it is for the next fifty years, and his wants this state of suspense ended. So he asked me to make a statutory declaration that Mr. Travers' excessive fondness for fish never caused him to swallow a whale, and this I have done in verse as follows:— xyxy=(12,862,321,980)
verse-line: And he was one of three, xyxy=(35,992,135,1004)
ad-body: ONE POUND REWARD.—Lost on Saturday, Brown Leather Pocket-book, containing sum of money, passage-ticket Sydney to Wellington, and other documents. Apply office of this paper. xyxy=(1005,1153,1314,1188)
ad-title: FRUIT! FRUIT!! FRUIT!!! xyxy=(1727,406,1857,419)
notice-subtitle: THE STATUS OF THE CHURCH OF ENGLAND IN NEW ZEALAND, xyxy=(1005,1011,1313,1023)
column-5 xyxy=(1335,56,1645,1932)
ad-company: WILLIAMS, CAMERON, & CO., SADDLE AND HARNESS MANUFACTURERS, Lambton-quay, Wellington. xyxy=(1670,507,1914,528)
ad-body: ENGLISH and American Carpenters' Tools; best makers and newest patterns. ROBT. GARDNER & Co., Ironmongers, Lambton-quay, Wellington. xyxy=(1666,360,1917,392)
notice-date: Lambton-quay, June 1, 1877. xyxy=(1335,632,1457,644)
article-paragraph: In connection with the recent Caxton dinner the Wairarapa News Letter is very anxious to claim for its district "not a little that is connected with the history of journalism in New Zealand." I know no one will deny the thoroughly infantile character of journalism in the Wairarapa. xyxy=(340,153,649,201)
ad-body: TO LET, in best position, Lambton-quay, opposite Odd Fellows' Hall, Suite of Offices and large Upstairs Flat, New Zealand Clothing Factory.—J. FITZSIMONS, Manager. xyxy=(1005,1272,1314,1308)
publication-notice xyxy=(1005,991,1314,1125)
